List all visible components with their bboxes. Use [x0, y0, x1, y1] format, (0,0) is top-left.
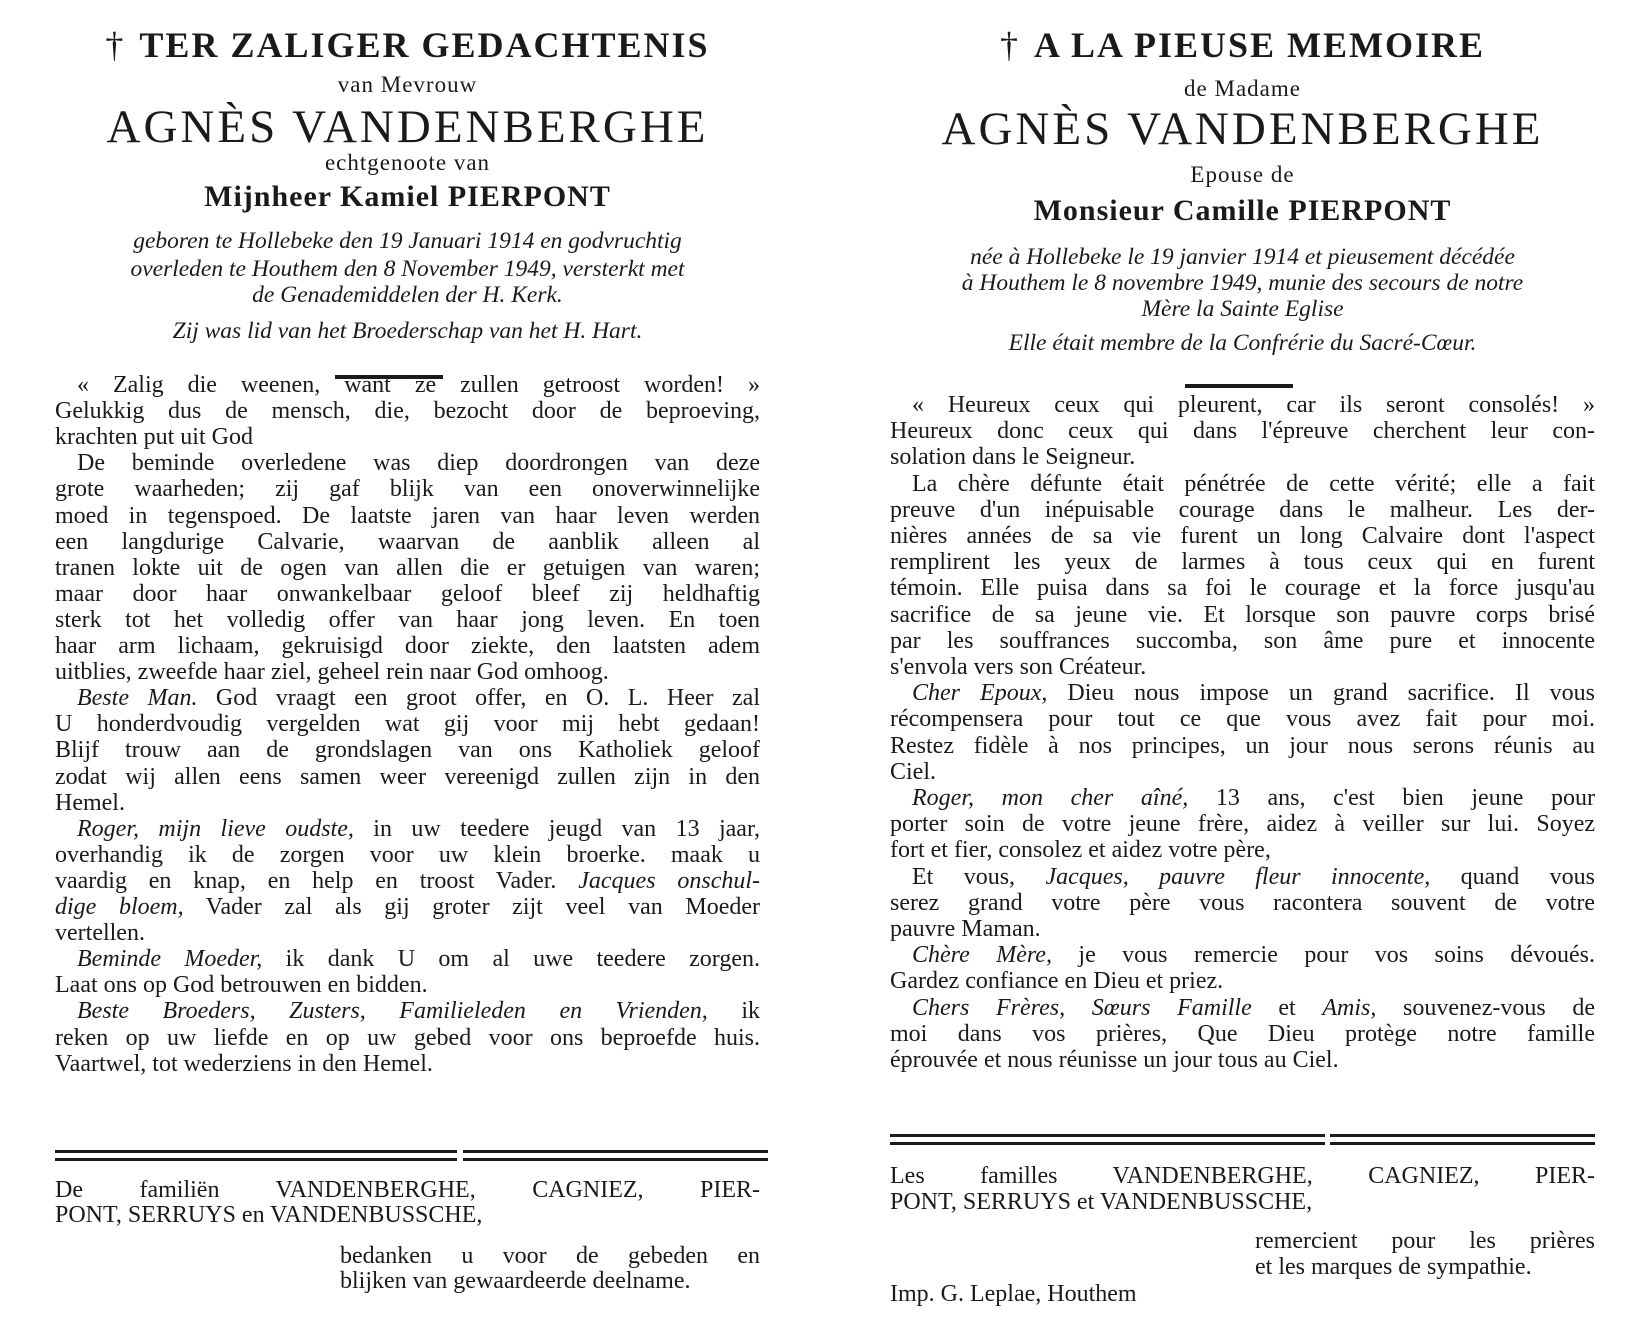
text-line: [890, 733, 1595, 760]
plain-text: Blijf trouw aan de grondslagen van ons Katholiek geloof: [55, 737, 760, 764]
plain-text: grote waarheden; zij gaf blijk van een onoverwinnelijke: [55, 476, 760, 503]
plain-text: souvenez-vous de: [1376, 994, 1595, 1021]
families-line: Les familles VANDENBERGHE, CAGNIEZ, PIER-: [890, 1163, 1595, 1189]
families-line: PONT, SERRUYS et VANDENBUSSCHE,: [890, 1189, 1313, 1215]
emphasis-text: Chère Mère,: [912, 942, 1052, 969]
emphasis-text: Cher Epoux,: [912, 680, 1048, 707]
text-line: [890, 602, 1595, 629]
bio-line: à Houthem le 8 novembre 1949, munie des secours de notre: [961, 270, 1524, 296]
plain-text: « Heureux ceux qui pleurent, car ils seront consolés! »: [912, 392, 1595, 418]
spouse-intro: echtgenoote van: [324, 150, 491, 175]
text-line: [55, 764, 760, 791]
emphasis-text: Jacques, pauvre fleur innocente,: [1015, 863, 1431, 890]
bio-line: geboren te Hollebeke den 19 Januari 1914 en godvruchtig: [133, 228, 682, 254]
plain-text: Laat ons op God betrouwen en bidden.: [55, 972, 428, 999]
plain-text: je vous remercie pour vos soins dévoués.: [1051, 942, 1595, 969]
double-rule: [890, 1134, 1325, 1137]
text-line: [890, 523, 1595, 550]
double-rule: [1330, 1142, 1595, 1145]
text-line: [890, 418, 1595, 445]
text-line: [890, 890, 1595, 917]
plain-text: quand vous: [1430, 863, 1596, 890]
double-rule: [55, 1158, 457, 1161]
honorific: de Madame: [1184, 76, 1301, 101]
honorific: van Mevrouw: [337, 72, 478, 97]
plain-text: Heureux donc ceux qui dans l'épreuve cherchent leur con-: [890, 418, 1595, 445]
text-line: [77, 946, 760, 973]
plain-text: een langdurige Calvarie, waarvan de aanblik alleen al: [55, 528, 760, 555]
text-line: [55, 581, 760, 608]
heading-text: TER ZALIGER GEDACHTENIS: [139, 25, 710, 65]
plain-text: maar door haar onwankelbaar geloof bleef zij heldhaftig: [55, 580, 760, 607]
text-line: [890, 628, 1595, 655]
plain-text: Vaartwel, tot wederziens in den Hemel.: [55, 1050, 433, 1077]
heading: [55, 24, 760, 66]
membership: Elle était membre de la Confrérie du Sacré-Cœur.: [1008, 330, 1477, 356]
plain-text: Ciel.: [890, 758, 936, 785]
emphasis-text: Amis,: [1322, 994, 1377, 1021]
text-line: [55, 529, 760, 556]
heading: [890, 24, 1595, 66]
text-line: [55, 398, 760, 425]
text-line: [77, 372, 760, 399]
printer-credit: Imp. G. Leplae, Houthem: [890, 1281, 1137, 1307]
text-line: [890, 759, 936, 786]
plain-text: tranen lokte uit de ogen van allen die er getuigen van waren;: [55, 554, 760, 581]
double-rule: [463, 1158, 768, 1161]
bio-line: née à Hollebeke le 19 janvier 1914 et pieusement décédée: [970, 244, 1515, 270]
text-line: [55, 790, 125, 817]
emphasis-text: Beminde Moeder,: [77, 946, 263, 973]
text-line: [890, 706, 1595, 733]
text-line: [55, 659, 609, 686]
text-line: [77, 450, 760, 477]
bio-line: overleden te Houthem den 8 November 1949, versterkt met: [130, 256, 685, 282]
plain-text: sacrifice de sa jeune vie. Et lorsque son pauvre corps brisé: [890, 601, 1595, 628]
text-line: [890, 444, 1135, 471]
plain-text: moi dans vos prières, Que Dieu protège notre famille: [890, 1020, 1595, 1047]
text-line: [890, 837, 1271, 864]
text-line: [890, 654, 1146, 681]
plain-text: overhandig ik de zorgen voor uw klein broerke. maak u: [55, 841, 760, 868]
plain-text: Gardez confiance en Dieu et priez.: [890, 968, 1224, 995]
text-line: [912, 942, 1595, 969]
text-line: [55, 972, 428, 999]
text-line: [77, 816, 760, 843]
text-line: [890, 1021, 1595, 1048]
text-line: [890, 549, 1595, 576]
plain-text: moed in tegenspoed. De laatste jaren van haar leven werden: [55, 502, 760, 529]
spouse-intro: Epouse de: [1190, 162, 1295, 187]
plain-text: sterk tot het volledig offer van haar jong leven. En toen: [55, 606, 760, 633]
text-line: [55, 842, 760, 869]
plain-text: serez grand votre père vous racontera souvent de votre: [890, 889, 1595, 916]
plain-text: in uw teedere jeugd van 13 jaar,: [353, 815, 760, 842]
plain-text: Hemel.: [55, 789, 125, 816]
text-line: [912, 471, 1595, 498]
plain-text: ik: [707, 998, 760, 1025]
text-line: [912, 392, 1595, 419]
text-line: [55, 476, 760, 503]
plain-text: preuve d'un inépuisable courage dans le malheur. Les der-: [890, 496, 1595, 523]
emphasis-text: Roger, mijn lieve oudste,: [77, 815, 354, 842]
text-line: [55, 868, 760, 895]
double-rule: [1330, 1134, 1595, 1137]
text-line: [912, 864, 1595, 891]
bio-line: de Genademiddelen der H. Kerk.: [252, 282, 563, 308]
emphasis-text: Chers Frères, Sœurs Famille: [912, 994, 1252, 1021]
plain-text: reken op uw liefde en op uw gebed voor ons beproefde huis.: [55, 1024, 760, 1051]
cross-icon: †: [105, 25, 126, 65]
plain-text: Vader zal als gij groter zijt veel van Moeder: [183, 894, 760, 920]
text-line: [55, 1025, 760, 1052]
text-line: [55, 737, 760, 764]
emphasis-text: Roger, mon cher aîné,: [912, 785, 1189, 811]
emphasis-text: Beste Broeders, Zusters, Familieleden en Vrienden,: [77, 998, 708, 1025]
text-line: [55, 920, 145, 947]
plain-text: uitblies, zweefde haar ziel, geheel rein naar God omhoog.: [55, 659, 609, 686]
plain-text: témoin. Elle puisa dans sa foi le courage et la force jusqu'au: [890, 575, 1595, 602]
plain-text: solation dans le Seigneur.: [890, 444, 1136, 471]
plain-text: Gelukkig dus de mensch, die, bezocht door de beproeving,: [55, 398, 760, 425]
plain-text: vertellen.: [55, 920, 145, 947]
bio-line: Mère la Sainte Eglise: [1141, 296, 1344, 322]
plain-text: La chère défunte était pénétrée de cette vérité; elle a fait: [912, 470, 1595, 497]
plain-text: éprouvée et nous réunisse un jour tous au Ciel.: [890, 1047, 1339, 1073]
plain-text: porter soin de votre jeune frère, aidez à veiller sur lui. Soyez: [890, 811, 1595, 838]
plain-text: pauvre Maman.: [890, 916, 1041, 942]
plain-text: 13 ans, c'est bien jeune pour: [1188, 785, 1595, 811]
plain-text: « Zalig die weenen, want ze zullen getroost worden! »: [77, 372, 760, 398]
deceased-name: AGNÈS VANDENBERGHE: [941, 103, 1544, 155]
text-line: [912, 785, 1595, 812]
plain-text: Et vous,: [912, 863, 1016, 890]
plain-text: récompensera pour tout ce que vous avez fait pour moi.: [890, 706, 1595, 733]
emphasis-text: Jacques onschul-: [556, 867, 761, 894]
plain-text: krachten put uit God: [55, 424, 253, 451]
emphasis-text: dige bloem,: [55, 894, 184, 920]
double-rule: [890, 1142, 1325, 1145]
plain-text: U honderdvoudig vergelden wat gij voor mij hebt gedaan!: [55, 711, 760, 738]
plain-text: par les souffrances succomba, son âme pure et innocente: [890, 627, 1595, 654]
text-line: [55, 633, 760, 660]
text-line: [55, 894, 760, 921]
heading-text: A LA PIEUSE MEMOIRE: [1033, 25, 1486, 65]
text-line: [77, 998, 760, 1025]
text-line: [890, 968, 1223, 995]
emphasis-text: Beste Man.: [77, 685, 198, 712]
cross-icon: †: [999, 25, 1020, 65]
text-line: [55, 607, 760, 634]
plain-text: fort et fier, consolez et aidez votre père,: [890, 837, 1271, 864]
plain-text: vaardig en knap, en help en troost Vader.: [55, 867, 557, 894]
text-line: [912, 995, 1595, 1022]
text-line: [55, 711, 760, 738]
plain-text: ik dank U om al uwe teedere zorgen.: [262, 946, 760, 973]
families-line: De familiën VANDENBERGHE, CAGNIEZ, PIER-: [55, 1177, 760, 1203]
thanks-line: blijken van gewaardeerde deelname.: [340, 1268, 691, 1294]
text-line: [77, 685, 760, 712]
thanks-line: bedanken u voor de gebeden en: [340, 1243, 760, 1269]
text-line: [890, 575, 1595, 602]
text-line: [55, 503, 760, 530]
deceased-name: AGNÈS VANDENBERGHE: [106, 101, 709, 153]
plain-text: zodat wij allen eens samen weer vereenigd zullen zijn in den: [55, 763, 760, 790]
text-line: [890, 811, 1595, 838]
thanks-line: remercient pour les prières: [1255, 1228, 1595, 1254]
text-line: [55, 1051, 433, 1078]
text-line: [55, 424, 253, 451]
text-line: [890, 497, 1595, 524]
separator-rule: [1185, 384, 1293, 388]
plain-text: nières années de sa vie furent un long Calvaire dont l'aspect: [890, 523, 1595, 549]
plain-text: De beminde overledene was diep doordrongen van deze: [77, 450, 760, 477]
plain-text: et: [1251, 994, 1323, 1021]
plain-text: remplirent les yeux de larmes à tous ceux qui en furent: [890, 549, 1595, 576]
plain-text: Dieu nous impose un grand sacrifice. Il vous: [1047, 680, 1596, 707]
membership: Zij was lid van het Broederschap van het H. Hart.: [172, 318, 643, 344]
text-line: [55, 555, 760, 582]
text-line: [890, 916, 1041, 943]
thanks-line: et les marques de sympathie.: [1255, 1254, 1532, 1280]
text-line: [890, 1047, 1339, 1074]
text-line: [912, 680, 1595, 707]
double-rule: [463, 1150, 768, 1153]
spouse-name: Mijnheer Kamiel PIERPONT: [204, 180, 611, 213]
families-line: PONT, SERRUYS en VANDENBUSSCHE,: [55, 1202, 483, 1228]
plain-text: Restez fidèle à nos principes, un jour nous serons réunis au: [890, 732, 1595, 759]
plain-text: God vraagt een groot offer, en O. L. Heer zal: [197, 685, 760, 712]
double-rule: [55, 1150, 457, 1153]
plain-text: s'envola vers son Créateur.: [890, 654, 1147, 680]
plain-text: haar arm lichaam, gekruisigd door ziekte, den laatsten adem: [55, 633, 760, 659]
spouse-name: Monsieur Camille PIERPONT: [1033, 194, 1452, 227]
